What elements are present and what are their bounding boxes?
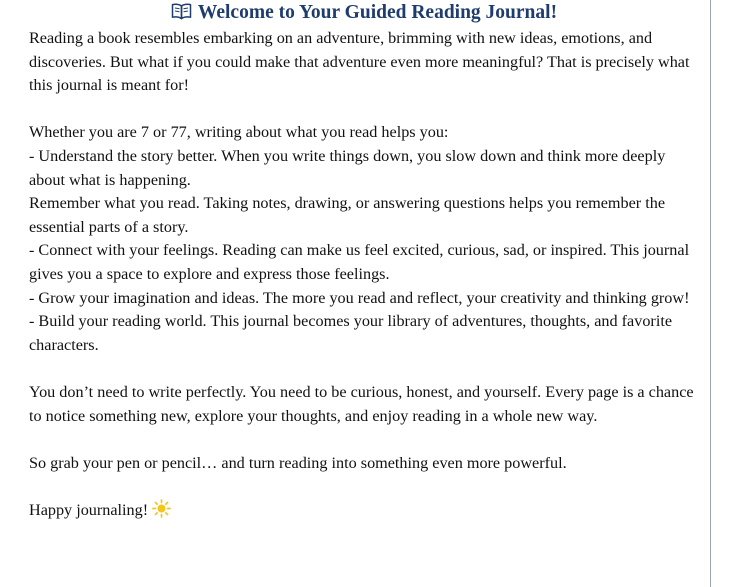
journal-content bbox=[29, 0, 699, 525]
page-border bbox=[710, 0, 711, 587]
paragraph-spacer bbox=[29, 475, 699, 499]
paragraph-spacer bbox=[29, 428, 699, 452]
open-book-icon bbox=[171, 3, 192, 27]
intro-paragraph: Reading a book resembles embarking on an adventure, brimming with new ideas, emotions, and discoveries. But what if you could make that adventure even more meaningful? That is precisely what this journal is meant for! bbox=[29, 29, 690, 95]
encouragement-paragraph: You don’t need to write perfectly. You need to be curious, honest, and yourself. Every page is a chance to notice something new, explore your thoughts, and enjoy reading in a whole new way. bbox=[29, 382, 694, 425]
closing-line bbox=[29, 499, 699, 526]
benefits-intro: Whether you are 7 or 77, writing about what you read helps you: bbox=[29, 123, 449, 142]
benefit-item-remember: Remember what you read. Taking notes, drawing, or answering questions helps you remember the essential parts of a story. bbox=[29, 194, 666, 236]
paragraph-spacer bbox=[29, 357, 699, 381]
benefit-item-reading-world: - Build your reading world. This journal becomes your library of adventures, thoughts, and favorite characters. bbox=[29, 312, 673, 354]
page-title bbox=[29, 0, 699, 27]
benefit-item-understand: - Understand the story better. When you write things down, you slow down and think more deeply about what is happening. bbox=[29, 146, 666, 189]
title-text: Welcome to Your Guided Reading Journal! bbox=[197, 2, 558, 23]
paragraph-spacer bbox=[29, 98, 699, 122]
benefit-item-feelings: - Connect with your feelings. Reading can make us feel excited, curious, sad, or inspired. This journal gives you a space to explore and express those feelings. bbox=[29, 241, 690, 283]
call-to-action-paragraph: So grab your pen or pencil… and turn reading into something even more powerful. bbox=[29, 453, 567, 472]
sun-icon bbox=[152, 499, 171, 526]
closing-text: Happy journaling! bbox=[29, 500, 149, 519]
benefit-item-imagination: - Grow your imagination and ideas. The more you read and reflect, your creativity and thinking grow! bbox=[29, 288, 690, 307]
